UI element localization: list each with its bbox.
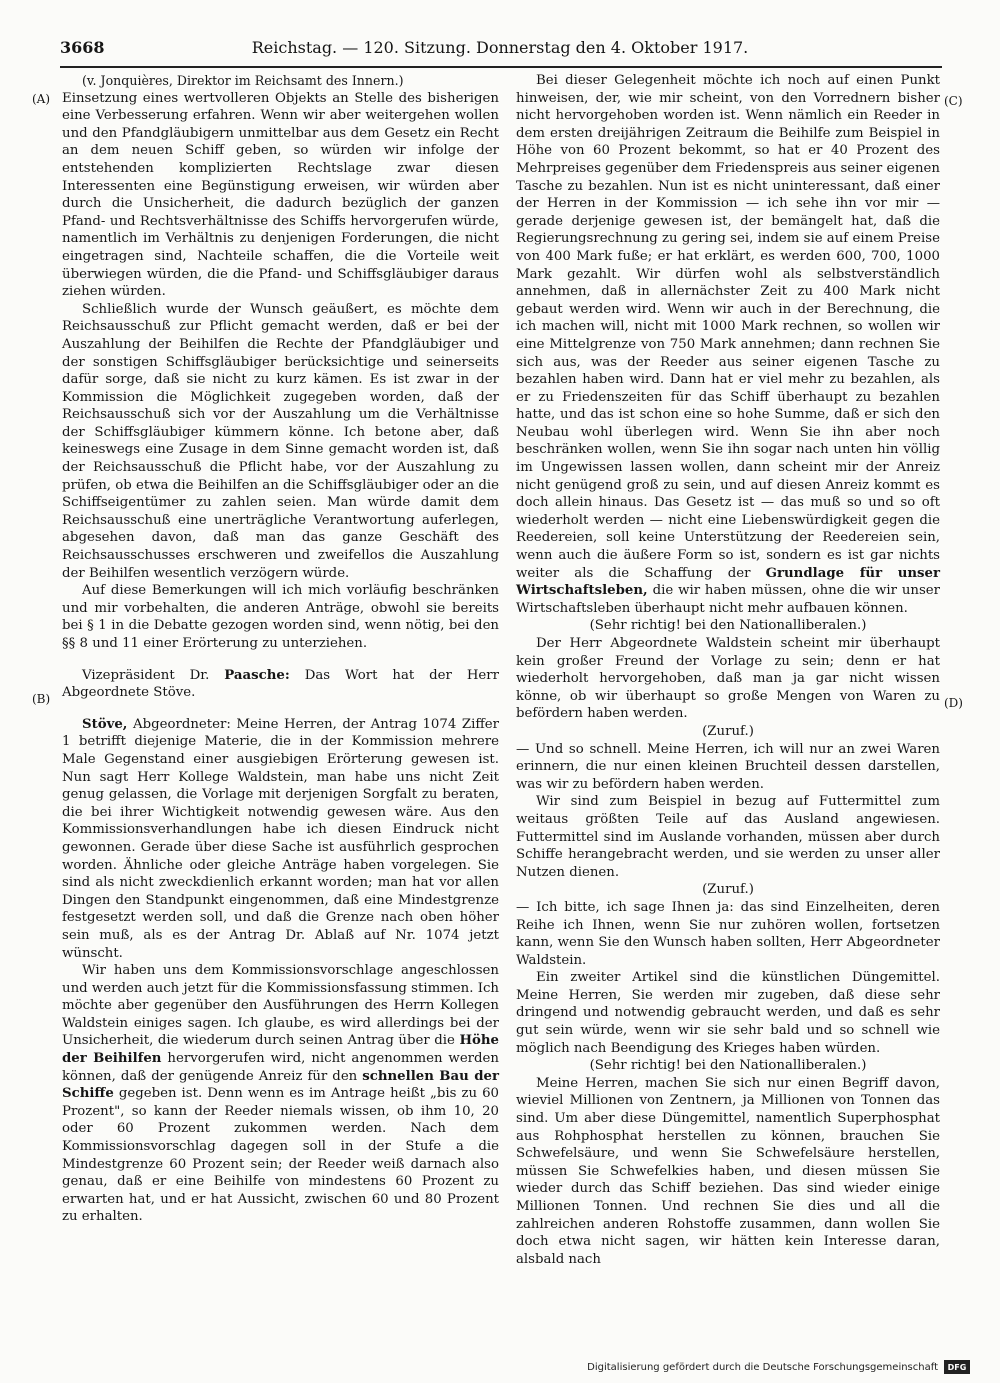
text-run: gegeben ist. Denn wenn es im Antrage heißt „bis zu 60 Prozent", so kann der Reeder niemals wissen, ob ihm 10, 20 oder 60 Prozent zukommen werden. Nach dem Kommissionsvorschlag dagegen soll in der Stufe a die Mindestgrenze 60 Prozent sein; der Reeder weiß darnach also genau, daß er eine Beihilfe von mindestens 60 Prozent zu erwarten hat, und er hat Aussicht, zwischen 60 und 80 Prozent zu erhalten. [62, 1086, 500, 1225]
page-header [60, 38, 940, 62]
emphasis-fast-shipbuilding: schnellen Bau der Schiffe [62, 1068, 499, 1102]
margin-marker-b: (B) [32, 692, 51, 706]
interjection: (Zuruf.) [702, 723, 754, 739]
vice-president-remark [62, 667, 499, 702]
section-gap [62, 702, 499, 716]
stoeve-intro [62, 716, 499, 962]
stoeve-intro-text: Abgeordneter: Meine Herren, der Antrag 1074 Ziffer 1 betrifft diejenige Materie, die in der Kommission mehrere Male Gegenstand einer ausgiebigen Erörterung gewesen ist. Nun sagt Herr Kollege Waldstein, man habe uns nicht Zeit genug gelassen, die Vorlage mit derjenigen Sorgfalt zu beraten, die bei ihrer Wichtigkeit notwendig gewesen wäre. Aus den Kommissionsverhandlungen habe ich diesen Eindruck nicht gewonnen. Gerade über diese Sache ist ausführlich gesprochen worden. Ähnliche oder gleiche Anträge haben vorgelegen. Sie sind als nicht zweckdienlich erkannt worden; man hat vor allen Dingen den Standpunkt eingenommen, daß eine Mindestgrenze festgesetzt werden soll, und daß die Grenze nach oben höher sein muß, als es der Antrag Dr. Ablaß auf Nr. 1074 jetzt wünscht. [62, 716, 499, 961]
paragraph: Einsetzung eines wertvolleren Objekts an Stelle des bisherigen eine Verbesserung erfahren. Wenn wir aber weitergehen wollen und den Pfandgläubigern unmittelbar aus dem Gesetz ein Recht an dem neuen Schiff geben, so würden wir infolge der entstehenden komplizierten Rechtslage zwar diesen Interessenten eine Begünstigung erweisen, wir würden aber durch die Unsicherheit, die dadurch bezüglich der ganzen Pfand- und Rechtsverhältnisse des Schiffs hervorgerufen würde, namentlich im Verhältnis zu denjenigen Forderungen, die nicht eingetragen sind, Nachteile schaffen, die die Vorteile weit überwiegen würden, die die Pfand- und Schiffsgläubiger daraus ziehen würden. [62, 90, 499, 300]
paragraph: Wir sind zum Beispiel in bezug auf Futtermittel zum weitaus größten Teile auf das Ausland angewiesen. Futtermittel sind im Auslande vorhanden, müssen aber durch Schiffe herangebracht werden, und sie werden zu unser aller Nutzen dienen. [516, 794, 940, 880]
left-column [62, 72, 499, 1226]
paragraph [516, 72, 940, 617]
margin-marker-a: (A) [32, 92, 51, 106]
interjection: (Zuruf.) [702, 882, 754, 898]
paragraph: Der Herr Abgeordnete Waldstein scheint mir überhaupt kein großer Freund der Vorlage zu sein; denn er hat wiederholt hervorgehoben, daß man ja gar nicht wissen könne, ob wir überhaupt so große Mengen von Waren zu befördern haben werden. [516, 636, 940, 722]
running-title: Reichstag. — 120. Sitzung. Donnerstag den 4. Oktober 1917. [251, 38, 749, 57]
section-gap [62, 653, 499, 667]
speaker-line: (v. Jonquières, Direktor im Reichsamt des Innern.) [82, 73, 404, 88]
dfg-logo: DFG [944, 1360, 970, 1374]
emphasis-height-of-subsidies: Höhe der Beihilfen [62, 1033, 499, 1067]
speaker-name-stoeve: Stöve, [82, 716, 128, 732]
paragraph: Ein zweiter Artikel sind die künstlichen Düngemittel. Meine Herren, Sie werden mir zugeben, daß diese sehr dringend und notwendig gebraucht werden, und daß es sehr gut sein würde, wenn wir sie sehr bald und so schnell wie möglich nach Beendigung des Krieges haben würden. [516, 970, 940, 1056]
footer-text: Digitalisierung gefördert durch die Deutsche Forschungsgemeinschaft [587, 1361, 938, 1373]
footer-credit [587, 1360, 970, 1374]
paragraph: Auf diese Bemerkungen will ich mich vorläufig beschränken und mir vorbehalten, die anderen Anträge, obwohl sie bereits bei § 1 in die Debatte gezogen worden sind, wenn nötig, bei den §§ 8 und 11 einer Erörterung zu unterziehen. [62, 583, 499, 651]
emphasis-economic-foundation: Grundlage für unser Wirtschaftsleben, [516, 565, 940, 599]
paragraph: — Und so schnell. Meine Herren, ich will nur an zwei Waren erinnern, die nur einen kleinen Bruchteil dessen darstellen, was wir zu befördern haben werden. [516, 741, 940, 792]
paragraph: Schließlich wurde der Wunsch geäußert, es möchte dem Reichsausschuß zur Pflicht gemacht werden, daß er bei der Auszahlung der Beihilfen die Rechte der Pfandgläubiger und der sonstigen Schiffsgläubiger berücksichtige und seinerseits dafür sorge, daß sie nicht zu kurz kämen. Es ist zwar in der Kommission die Möglichkeit zugegeben worden, daß der Reichsausschuß sich vor der Auszahlung um die Verhältnisse der Schiffsgläubiger kümmern könne. Ich betone aber, daß keineswegs eine Zusage in dem Sinne gemacht worden ist, daß der Reichsausschuß die Pflicht habe, vor der Auszahlung zu prüfen, ob etwa die Beihilfen an die Schiffsgläubiger oder an die Schiffseigentümer zu zahlen seien. Man würde damit dem Reichsausschuß eine unerträgliche Verantwortung auferlegen, abgesehen davon, daß man das ganze Geschäft des Reichsausschusses erschweren und zweifellos die Auszahlung der Beihilfen wesentlich verzögern würde. [62, 301, 499, 581]
vice-president-prefix: Vizepräsident Dr. [82, 667, 210, 683]
paragraph: — Ich bitte, ich sage Ihnen ja: das sind Einzelheiten, deren Reihe ich Ihnen, wenn Sie nur zuhören wollen, fortsetzen kann, wenn Sie den Wunsch haben sollten, Herr Abgeordneter Waldstein. [516, 899, 940, 968]
page-number: 3668 [60, 38, 105, 57]
vice-president-name: Paasche: [224, 667, 290, 683]
text-run: Wir haben uns dem Kommissionsvorschlage angeschlossen und werden auch jetzt für die Kommissionsfassung stimmen. Ich möchte aber gegenüber den Ausführungen des Herrn Kollegen Waldstein einiges sagen. Ich glaube, es wird allerdings bei der Unsicherheit, die wiederum durch seinen Antrag über die [62, 963, 499, 1049]
interjection: (Sehr richtig! bei den Nationalliberalen.) [589, 1058, 867, 1074]
header-rule [60, 66, 942, 68]
right-column [516, 72, 940, 1268]
paragraph: Meine Herren, machen Sie sich nur einen Begriff davon, wieviel Millionen von Zentnern, ja Millionen von Tonnen das sind. Um aber diese Düngemittel, namentlich Superphosphat aus Rohphosphat herstellen zu können, brauchen Sie Schwefelsäure, und wenn Sie Schwefelsäure herstellen, müssen Sie Schwefelkies haben, und diesen müssen Sie wieder durch das Schiff beziehen. Das sind wieder einige Millionen Tonnen. Und rechnen Sie dies und all die zahlreichen anderen Rohstoffe zusammen, dann wollen Sie doch etwa nicht sagen, wir hätten kein Interesse daran, alsbald nach [516, 1075, 940, 1267]
margin-marker-c: (C) [944, 94, 963, 108]
interjection: (Sehr richtig! bei den Nationalliberalen.) [589, 618, 867, 634]
stoeve-paragraph [62, 962, 499, 1226]
margin-marker-d: (D) [944, 696, 963, 710]
text-run: Bei dieser Gelegenheit möchte ich noch auf einen Punkt hinweisen, der, wie mir scheint, von den Vorrednern bisher nicht hervorgehoben worden ist. Wenn nämlich ein Reeder in dem ersten dreijährigen Zeitraum die Beihilfe zum Beispiel in Höhe von 60 Prozent bekommt, so hat er 40 Prozent des Mehrpreises gegenüber dem Friedenspreis aus seiner eigenen Tasche zu bezahlen. Nun ist es nicht uninteressant, daß einer der Herren in der Kommission — ich sehe ihn vor mir — gerade derjenige gewesen ist, der bemängelt hat, daß die Regierungsrechnung zu gering sei, indem sie auf einem Preise von 400 Mark fuße; er hat erklärt, es werden 600, 700, 1000 Mark gezahlt. Wir dürfen wohl als selbstverständlich annehmen, daß in allernächster Zeit zu 400 Mark nicht gebaut werden wird. Wenn wir auch in der Berechnung, die ich machen will, nicht mit 1000 Mark rechnen, so wollen wir eine Mittelgrenze von 750 Mark annehmen; dann rechnen Sie sich aus, was der Reeder aus seiner eigenen Tasche zu bezahlen haben wird. Dann hat er viel mehr zu bezahlen, als er zu Friedenszeiten für das Schiff überhaupt zu bezahlen hatte, und das ist schon eine so hohe Summe, daß er sich den Neubau wohl überlegen wird. Wenn Sie ihn aber noch beschränken wollen, wenn Sie ihn sogar nach unten hin völlig im Ungewissen lassen wollen, dann scheint mir der Anreiz nicht genügend groß zu sein, und auf diesen Anreiz kommt es doch allein hinaus. Das Gesetz ist — das muß so und so oft wiederholt werden — nicht eine Liebenswürdigkeit gegen die Reedereien, soll keine Unterstützung der Reedereien sein, wenn auch die äußere Form so ist, sondern es ist gar nichts weiter als die Schaffung der [516, 73, 940, 581]
text-run: die wir haben müssen, ohne die wir unser Wirtschaftsleben überhaupt nicht mehr aufbauen können. [516, 583, 940, 616]
vice-president-text: Das Wort hat der Herr Abgeordnete Stöve. [62, 667, 499, 701]
text-run: hervorgerufen wird, nicht angenommen werden können, daß der genügende Anreiz für den [62, 1051, 499, 1084]
